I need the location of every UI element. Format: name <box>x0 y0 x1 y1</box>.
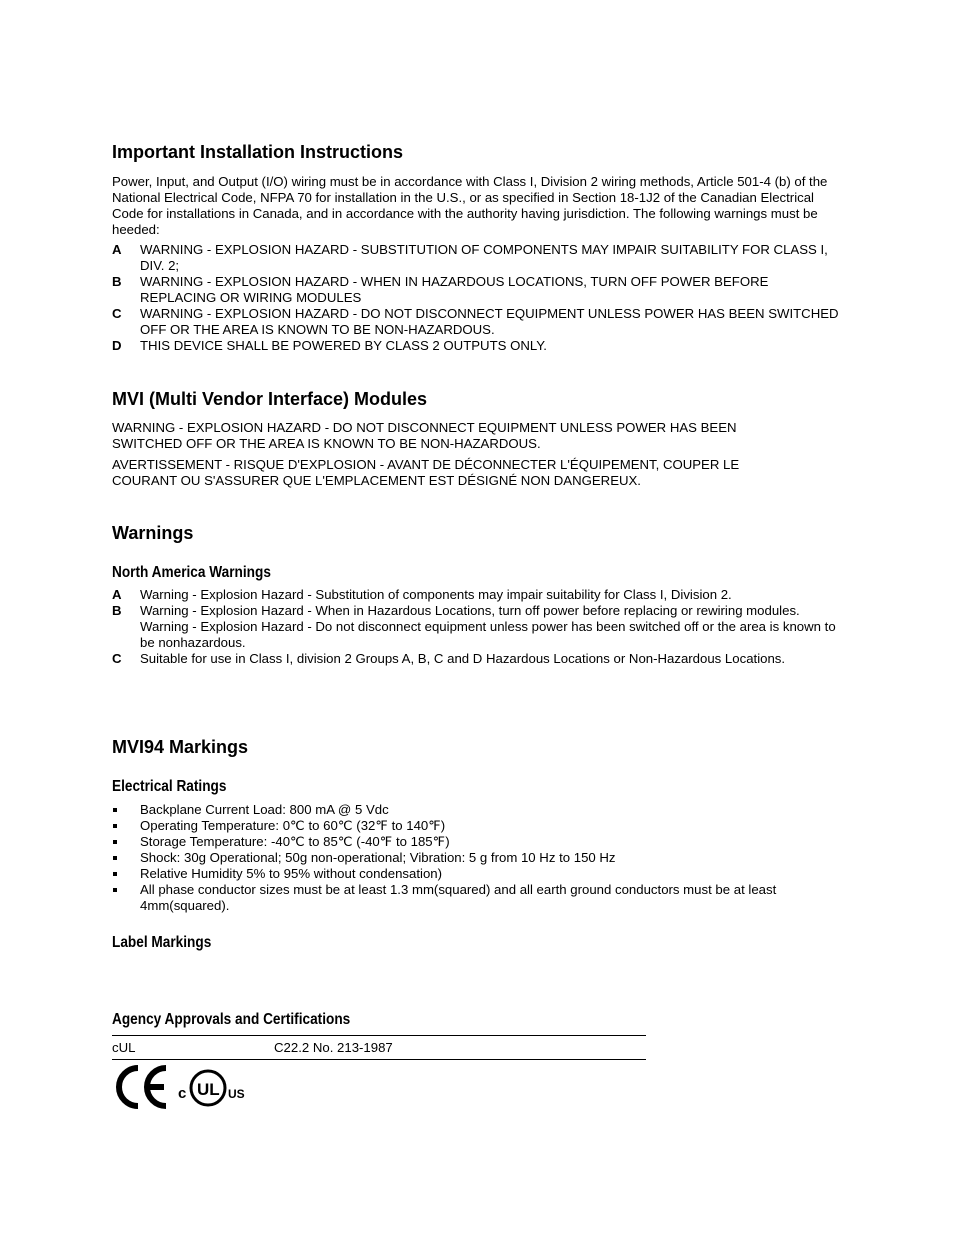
bullet-icon <box>113 856 117 860</box>
list-item: Storage Temperature: -40℃ to 85℃ (-40℉ to 185℉) <box>112 834 842 850</box>
certification-logos <box>112 1064 248 1110</box>
electrical-ratings-list <box>112 802 842 914</box>
bullet-icon <box>113 808 117 812</box>
warnings-heading: Warnings <box>112 523 194 543</box>
c-letter: c <box>178 1085 187 1102</box>
markings-heading: MVI94 Markings <box>112 737 249 757</box>
list-item: A Warning - Explosion Hazard - Substitution of components may impair suitability for Class I, Division 2. <box>112 587 732 602</box>
us-letters: US <box>228 1087 245 1101</box>
ce-mark-icon <box>112 1064 170 1110</box>
cul-us-mark-icon <box>178 1064 248 1110</box>
list-item: B Warning - Explosion Hazard - When in Hazardous Locations, turn off power before replacing or rewiring modules. <box>112 603 800 618</box>
ul-letters: UL <box>197 1080 220 1099</box>
mvi-heading: MVI (Multi Vendor Interface) Modules <box>112 389 428 409</box>
list-item: Backplane Current Load: 800 mA @ 5 Vdc <box>112 802 842 818</box>
list-item: All phase conductor sizes must be at least 1.3 mm(squared) and all earth ground conductors must be at least 4mm(squared). <box>112 882 842 914</box>
north-america-heading: North America Warnings <box>112 564 271 581</box>
table-row <box>112 1036 646 1059</box>
agency-table <box>112 1035 646 1060</box>
list-item: C WARNING - EXPLOSION HAZARD - DO NOT DISCONNECT EQUIPMENT UNLESS POWER HAS BEEN SWITCHED OFF OR THE AREA IS KNOWN TO BE NON-HAZARDOUS. <box>112 306 839 337</box>
agency-name: cUL <box>112 1040 136 1055</box>
agency-heading: Agency Approvals and Certifications <box>112 1011 351 1028</box>
mvi-warning-en: WARNING - EXPLOSION HAZARD - DO NOT DISCONNECT EQUIPMENT UNLESS POWER HAS BEEN SWITCHED OFF OR THE AREA IS KNOWN TO BE NON-HAZARDOUS. <box>112 420 737 451</box>
label-markings-heading: Label Markings <box>112 934 212 951</box>
list-item: Shock: 30g Operational; 50g non-operational; Vibration: 5 g from 10 Hz to 150 Hz <box>112 850 842 866</box>
mvi-warning-fr: AVERTISSEMENT - RISQUE D'EXPLOSION - AVANT DE DÉCONNECTER L'ÉQUIPEMENT, COUPER LE COURANT OU S'ASSURER QUE L'EMPLACEMENT EST DÉSIGNÉ NON DANGEREUX. <box>112 457 740 488</box>
list-item: C Suitable for use in Class I, division 2 Groups A, B, C and D Hazardous Locations or Non-Hazardous Locations. <box>112 651 786 666</box>
north-america-warning-list <box>112 587 842 667</box>
bullet-icon <box>113 824 117 828</box>
bullet-icon <box>113 840 117 844</box>
list-item: B WARNING - EXPLOSION HAZARD - WHEN IN HAZARDOUS LOCATIONS, TURN OFF POWER BEFORE REPLACING OR WIRING MODULES <box>112 274 769 305</box>
list-item: D THIS DEVICE SHALL BE POWERED BY CLASS 2 OUTPUTS ONLY. <box>112 338 547 353</box>
list-item: Warning - Explosion Hazard - Do not disconnect equipment unless power has been switched off or the area is known to be nonhazardous. <box>140 619 836 650</box>
install-warning-list <box>112 242 842 354</box>
install-intro: Power, Input, and Output (I/O) wiring must be in accordance with Class I, Division 2 wiring methods, Article 501-4 (b) of the National Electrical Code, NFPA 70 for installation in the U.S., or as specified in Section 18-1J2 of the Canadian Electrical Code for installations in Canada, and in accordance with the authority having jurisdiction. The following warnings must be heeded: <box>112 174 828 237</box>
table-bottom-rule <box>112 1059 646 1060</box>
list-item: A WARNING - EXPLOSION HAZARD - SUBSTITUTION OF COMPONENTS MAY IMPAIR SUITABILITY FOR CLASS I, DIV. 2; <box>112 242 828 273</box>
list-item: Relative Humidity 5% to 95% without condensation) <box>112 866 842 882</box>
list-item: Operating Temperature: 0℃ to 60℃ (32℉ to 140℉) <box>112 818 842 834</box>
electrical-ratings-heading: Electrical Ratings <box>112 778 227 795</box>
bullet-icon <box>113 872 117 876</box>
agency-standard: C22.2 No. 213-1987 <box>274 1040 393 1055</box>
install-heading: Important Installation Instructions <box>112 142 404 162</box>
bullet-icon <box>113 888 117 892</box>
